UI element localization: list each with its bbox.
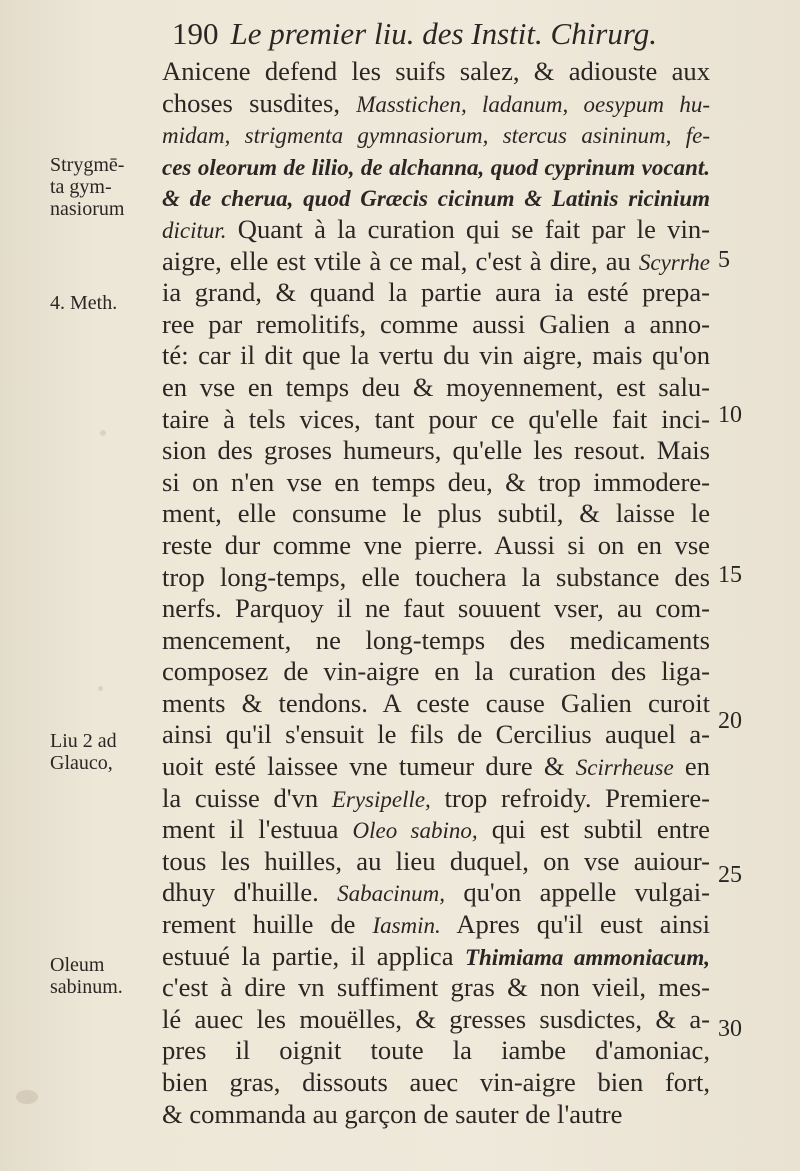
paper-stain (100, 430, 106, 436)
text-segment: qui est subtil entre (477, 814, 710, 845)
italic-text-segment: Scirrheuse (575, 755, 674, 781)
text-line (162, 625, 710, 657)
page-number: 190 (172, 16, 219, 51)
text-line (162, 1004, 710, 1036)
italic-text-segment: ces oleorum de lilio, de alchanna, quod cyprinum vocant. (162, 154, 710, 180)
margin-note-oleum-sabinum (50, 954, 160, 998)
text-segment: Apres qu'il eust ainsi (440, 909, 710, 940)
margin-note-line: Liu 2 ad (50, 730, 117, 752)
text-segment: ment, elle consume le plus subtil, & laisse le (162, 498, 710, 529)
margin-note-line: Glauco, (50, 752, 113, 774)
text-segment: lé auec les mouëlles, & gresses susdictes, & a- (162, 1003, 710, 1034)
text-segment: & commanda au garçon de sauter de l'autre (162, 1098, 623, 1129)
text-segment: uoit esté laissee vne tumeur dure & (162, 751, 576, 782)
text-segment: taire à tels vices, tant pour ce qu'elle fait inci- (162, 403, 710, 434)
text-line (162, 656, 710, 688)
text-line (162, 309, 710, 341)
text-segment: dhuy d'huille. (162, 877, 338, 908)
main-text-block (162, 56, 710, 1130)
text-segment: ainsi qu'il s'ensuit le fils de Cercilius auquel a- (162, 719, 710, 750)
text-segment: ment il l'estuua (162, 814, 353, 845)
text-line (162, 877, 710, 909)
text-line (162, 404, 710, 436)
text-segment: composez de vin-aigre en la curation des liga- (162, 656, 710, 687)
text-segment: mencement, ne long-temps des medicaments (162, 624, 710, 655)
running-header (172, 14, 732, 54)
text-segment: ree par remolitifs, comme aussi Galien a anno- (162, 308, 710, 339)
text-line (162, 119, 710, 151)
text-line (162, 246, 710, 278)
margin-note-line: nasiorum (50, 198, 125, 220)
text-segment: Anicene defend les suifs salez, & adiouste aux (162, 56, 710, 86)
text-line (162, 909, 710, 941)
text-segment: bien gras, dissouts auec vin-aigre bien fort, (162, 1067, 710, 1097)
italic-text-segment: Masstichen, ladanum, oesypum hu- (356, 91, 710, 117)
text-segment: si on n'en vse en temps deu, & trop immodere- (162, 466, 710, 497)
text-segment: tous les huilles, au lieu duquel, on vse auiour- (162, 845, 710, 876)
line-number-10: 10 (718, 402, 742, 428)
text-line (162, 530, 710, 562)
line-number-30: 30 (718, 1016, 742, 1042)
text-segment: trop refroidy. Premiere- (430, 782, 711, 813)
italic-text-segment: Scyrrhe (638, 249, 710, 275)
margin-note-line: Strygmē- (50, 154, 125, 176)
text-segment: nerfs. Parquoy il ne faut souuent vser, au com- (162, 593, 710, 624)
margin-note-meth (50, 292, 160, 314)
margin-note-line: sabinum. (50, 976, 123, 998)
line-number-25: 25 (718, 862, 742, 888)
margin-note-line: ta gym- (50, 176, 112, 198)
text-line (162, 151, 710, 183)
line-number-15: 15 (718, 562, 742, 588)
text-segment: la cuisse d'vn (162, 782, 332, 813)
text-segment: c'est à dire vn suffiment gras & non vieil, mes- (162, 972, 710, 1003)
text-segment: trop long-temps, elle touchera la substance des (162, 561, 710, 592)
margin-note-line: Oleum (50, 954, 105, 976)
text-line (162, 783, 710, 815)
text-line (162, 562, 710, 594)
text-line (162, 56, 710, 88)
text-line (162, 751, 710, 783)
text-segment: qu'on appelle vulgai- (445, 877, 710, 908)
line-number-5: 5 (718, 247, 730, 273)
text-segment: reste dur comme vne pierre. Aussi si on en vse (162, 529, 710, 560)
text-segment: pres il oignit toute la iambe d'amoniac, (162, 1035, 710, 1066)
running-title: Le premier liu. des Instit. Chirurg. (230, 16, 658, 51)
margin-note-glauco (50, 730, 160, 774)
text-line (162, 277, 710, 309)
italic-text-segment: Erysipelle, (331, 786, 431, 812)
text-line (162, 340, 710, 372)
margin-note-line: 4. Meth. (50, 292, 118, 314)
text-line (162, 1035, 710, 1067)
text-segment: en (673, 751, 710, 782)
text-line (162, 435, 710, 467)
italic-text-segment: Sabacinum, (337, 881, 446, 907)
text-line (162, 1067, 710, 1099)
text-segment: ments & tendons. A ceste cause Galien curoit (162, 687, 710, 718)
text-line (162, 941, 710, 973)
text-segment: aigre, elle est vtile à ce mal, c'est à dire, au (162, 245, 639, 276)
italic-text-segment: Iasmin. (372, 913, 441, 939)
text-line (162, 688, 710, 720)
text-segment: estuué la partie, il applica (162, 940, 465, 971)
margin-note-strygmeta (50, 154, 160, 220)
italic-text-segment: midam, strigmenta gymnasiorum, stercus asininum, fe- (162, 123, 710, 149)
text-segment: Quant à la curation qui se fait par le vin- (226, 213, 710, 244)
text-line (162, 498, 710, 530)
text-line (162, 182, 710, 214)
text-line (162, 214, 710, 246)
paper-stain (16, 1090, 38, 1104)
text-line (162, 1099, 710, 1131)
text-line (162, 972, 710, 1004)
text-segment: sion des groses humeurs, qu'elle les resout. Mais (162, 435, 710, 466)
text-line (162, 372, 710, 404)
italic-text-segment: dicitur. (162, 217, 227, 243)
text-segment: té: car il dit que la vertu du vin aigre, mais qu'on (162, 340, 710, 371)
paper-stain (98, 686, 103, 691)
text-line (162, 846, 710, 878)
text-line (162, 719, 710, 751)
text-segment: ia grand, & quand la partie aura ia esté prepa- (162, 277, 710, 308)
text-line (162, 593, 710, 625)
text-segment: en vse en temps deu & moyennement, est salu- (162, 371, 710, 402)
text-line (162, 467, 710, 499)
italic-text-segment: Thimiama ammoniacum, (464, 944, 710, 970)
text-line (162, 814, 710, 846)
italic-text-segment: Oleo sabino, (352, 818, 478, 844)
italic-text-segment: & de cherua, quod Græcis cicinum & Latinis ricinium (162, 186, 710, 212)
line-number-20: 20 (718, 708, 742, 734)
text-line (162, 88, 710, 120)
text-segment: choses susdites, (162, 87, 357, 118)
text-segment: rement huille de (162, 909, 373, 940)
